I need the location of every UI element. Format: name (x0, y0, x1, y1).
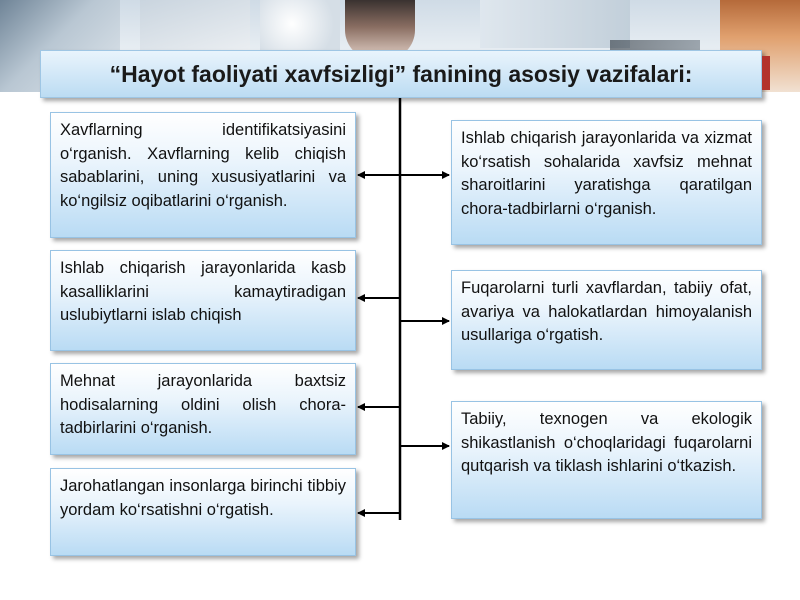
task-box-left-4: Jarohatlangan insonlarga birinchi tibbiy yordam ko‘rsatishni o‘rgatish. (50, 468, 356, 556)
task-box-left-1: Xavflarning identifikatsiyasini o‘rganish. Xavflarning kelib chiqish sabablarini, uning xususiyatlarini va ko‘ngilsiz oqibatlarini o‘rganish. (50, 112, 356, 238)
slide-title-bar (40, 50, 762, 98)
task-box-right-2: Fuqarolarni turli xavflardan, tabiiy ofat, avariya va halokatlardan himoyalanish usullariga o‘rgatish. (451, 270, 762, 370)
task-box-right-1: Ishlab chiqarish jarayonlarida va xizmat ko‘rsatish sohalarida xavfsiz mehnat sharoitlarini yaratishga qaratilgan chora-tadbirlarni o‘rganish. (451, 120, 762, 245)
desk-photo (480, 0, 630, 48)
task-box-left-2: Ishlab chiqarish jarayonlarida kasb kasalliklarini kamaytiradigan uslubiytlarni islab chiqish (50, 250, 356, 351)
title-accent-tab (762, 56, 770, 90)
slide-title: “Hayot faoliyati xavfsizligi” fanining asosiy vazifalari: (109, 60, 693, 87)
task-box-right-3: Tabiiy, texnogen va ekologik shikastlanish o‘choqlaridagi fuqarolarni qutqarish va tiklash ishlarini o‘tkazish. (451, 401, 762, 519)
task-box-left-3: Mehnat jarayonlarida baxtsiz hodisalarning oldini olish chora-tadbirlarini o‘rganish. (50, 363, 356, 455)
